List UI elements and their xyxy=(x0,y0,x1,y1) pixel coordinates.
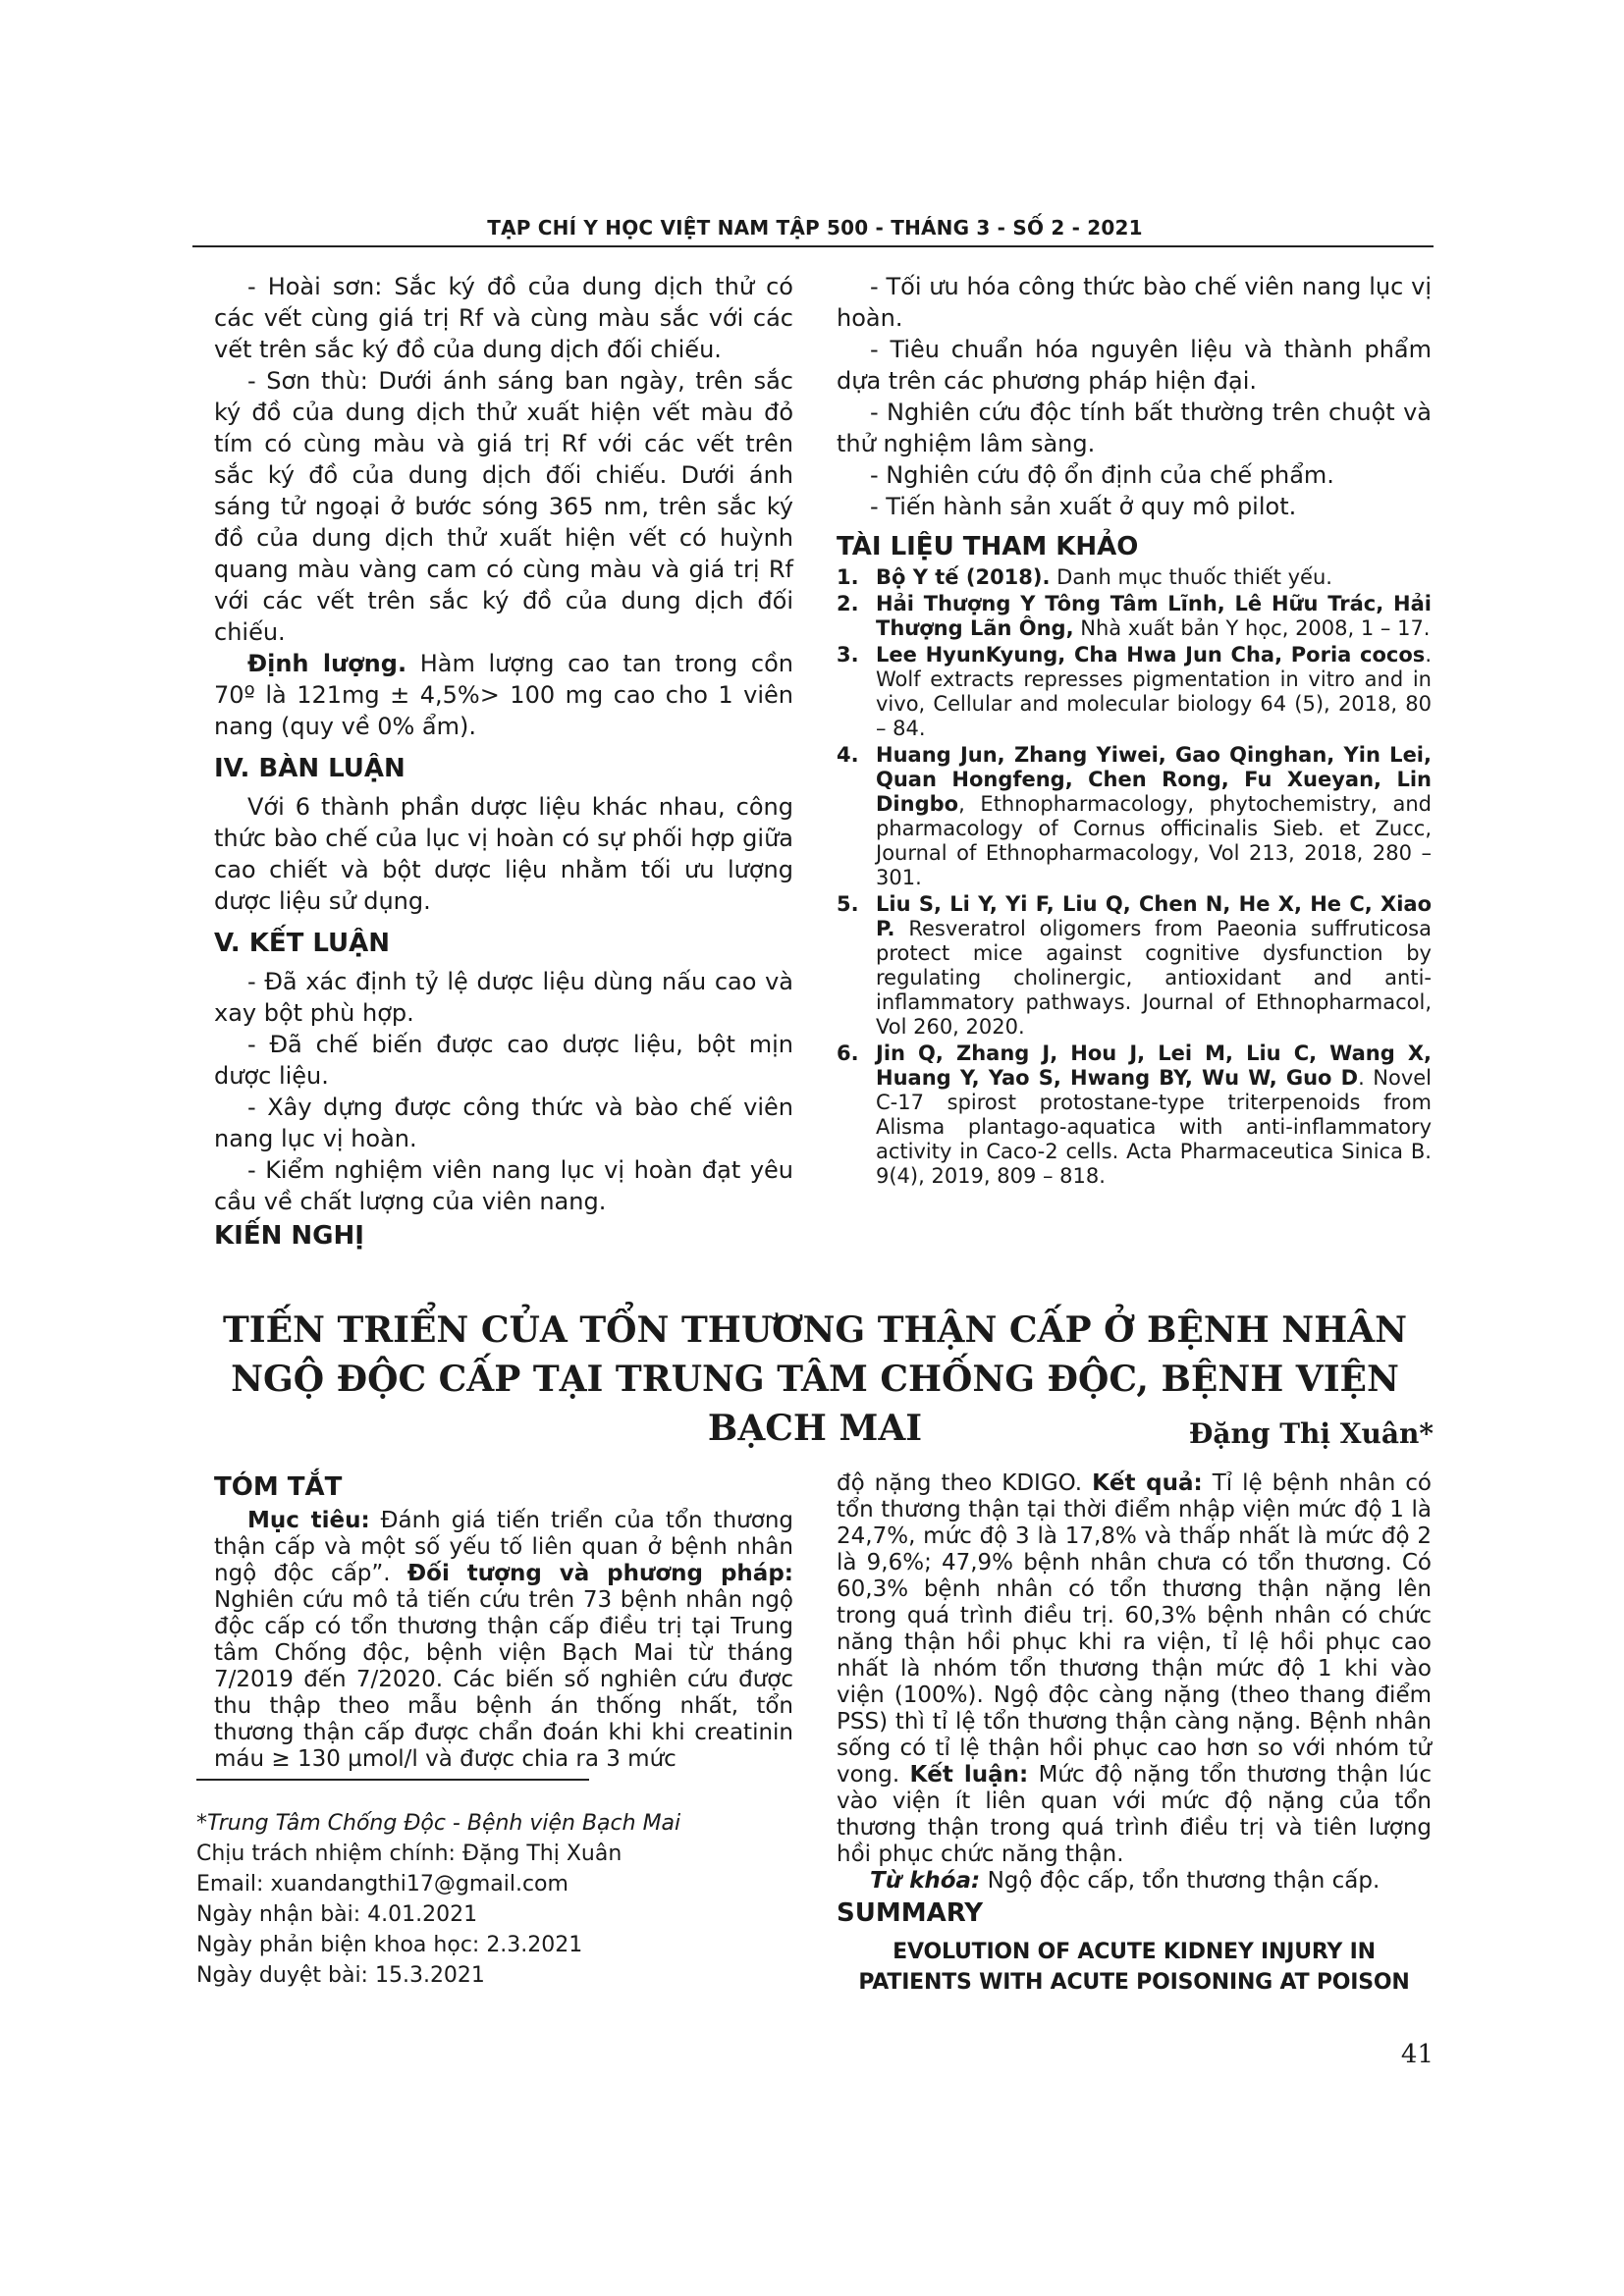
abstract-heading: TÓM TẮT xyxy=(214,1472,343,1502)
recommendation-item: - Tiêu chuẩn hóa nguyên liệu và thành phẩm dựa trên các phương pháp hiện đại. xyxy=(837,336,1432,395)
paragraph-ban-luan: Với 6 thành phần dược liệu khác nhau, công thức bào chế của lục vị hoàn có sự phối hợp giữa cao chiết và bột dược liệu nhằm tối ưu lượng dược liệu sử dụng. xyxy=(214,793,793,915)
english-title xyxy=(837,1937,1432,1998)
article-title-line: NGỘ ĐỘC CẤP TẠI TRUNG TÂM CHỐNG ĐỘC, BỆNH VIỆN BẠCH MAI xyxy=(231,1359,1399,1449)
paragraph-hoai-son: - Hoài sơn: Sắc ký đồ của dung dịch thử có các vết cùng giá trị Rf và cùng màu sắc với các vết trên sắc ký đồ của dung dịch đối chiếu. xyxy=(214,273,793,363)
keywords: Từ khóa: Ngộ độc cấp, tổn thương thận cấp. xyxy=(870,1868,1380,1894)
footnote-reviewed: Ngày phản biện khoa học: 2.3.2021 xyxy=(196,1933,583,1957)
footnote-rule xyxy=(196,1779,589,1781)
page-number: 41 xyxy=(1400,2040,1434,2069)
abstract-left-column xyxy=(214,1470,793,1773)
conclusion-item: - Đã xác định tỷ lệ dược liệu dùng nấu cao và xay bột phù hợp. xyxy=(214,968,793,1027)
header-rule xyxy=(192,245,1434,247)
footnotes xyxy=(196,1808,766,1991)
paragraph-son-thu: - Sơn thù: Dưới ánh sáng ban ngày, trên sắc ký đồ của dung dịch thử xuất hiện vết màu đỏ tím có cùng màu và giá trị Rf với các vết trên sắc ký đồ của dung dịch đối chiếu. Dưới ánh sáng tử ngoại ở bước sóng 365 nm, trên sắc ký đồ của dung dịch thử xuất hiện vết có huỳnh quang màu vàng cam có cùng màu và giá trị Rf với các vết trên sắc ký đồ của dung dịch đối chiếu. xyxy=(214,367,793,646)
article-author: Đặng Thị Xuân* xyxy=(1188,1417,1434,1450)
summary-heading: SUMMARY xyxy=(837,1898,984,1928)
reference-item: 3. Lee HyunKyung, Cha Hwa Jun Cha, Poria cocos. Wolf extracts represses pigmentation in vitro and in vivo, Cellular and molecular biology 64 (5), 2018, 80 – 84. xyxy=(837,643,1432,740)
footnote-affiliation: *Trung Tâm Chống Độc - Bệnh viện Bạch Mai xyxy=(196,1811,681,1836)
section-heading-ket-luan: V. KẾT LUẬN xyxy=(214,929,391,958)
reference-list xyxy=(837,565,1432,1189)
abstract-paragraph-continued: độ nặng theo KDIGO. Kết quả: Tỉ lệ bệnh nhân có tổn thương thận tại thời điểm nhập viện mức độ 1 là 24,7%, mức độ 3 là 17,8% và thấp nhất là mức độ 2 là 9,6%; 47,9% bệnh nhân chưa có tổn thương. Có 60,3% bệnh nhân có tổn thương thận nặng lên trong quá trình điều trị. 60,3% bệnh nhân có chức năng thận hồi phục khi ra viện, tỉ lệ hồi phục cao nhất là nhóm tổn thương thận mức độ 1 khi vào viện (100%). Ngộ độc càng nặng (theo thang điểm PSS) thì tỉ lệ tổn thương thận càng nặng. Bệnh nhân sống có tỉ lệ thận hồi phục cao hơn so với nhóm tử vong. Kết luận: Mức độ nặng tổn thương thận lúc vào viện ít liên quan với mức độ nặng của tổn thương thận trong quá trình điều trị và tiên lượng hồi phục chức năng thận. xyxy=(837,1470,1432,1867)
left-column xyxy=(214,271,793,1258)
abstract-paragraph: Mục tiêu: Đánh giá tiến triển của tổn thương thận cấp và một số yếu tố liên quan ở bệnh nhân ngộ độc cấp”. Đối tượng và phương pháp: Nghiên cứu mô tả tiến cứu trên 73 bệnh nhân ngộ độc cấp có tổn thương thận cấp điều trị tại Trung tâm Chống độc, bệnh viện Bạch Mai từ tháng 7/2019 đến 7/2020. Các biến số nghiên cứu được thu thập theo mẫu bệnh án thống nhất, tổn thương thận cấp được chẩn đoán khi khi creatinin máu ≥ 130 µmol/l và được chia ra 3 mức xyxy=(214,1508,794,1772)
paragraph-dinh-luong xyxy=(214,648,793,742)
dinh-luong-label: Định lượng. xyxy=(247,650,407,677)
reference-item: 2. Hải Thượng Y Tông Tâm Lĩnh, Lê Hữu Trác, Hải Thượng Lãn Ông, Nhà xuất bản Y học, 2008, 1 – 17. xyxy=(837,592,1432,640)
footnote-approved: Ngày duyệt bài: 15.3.2021 xyxy=(196,1963,485,1988)
conclusion-item: - Kiểm nghiệm viên nang lục vị hoàn đạt yêu cầu về chất lượng của viên nang. xyxy=(214,1156,793,1215)
conclusion-item: - Xây dựng được công thức và bào chế viên nang lục vị hoàn. xyxy=(214,1094,793,1152)
footnote-responsible: Chịu trách nhiệm chính: Đặng Thị Xuân xyxy=(196,1842,623,1866)
running-head: TẠP CHÍ Y HỌC VIỆT NAM TẬP 500 - THÁNG 3 - SỐ 2 - 2021 xyxy=(487,216,1143,240)
section-heading-kien-nghi: KIẾN NGHỊ xyxy=(214,1221,364,1251)
recommendation-item: - Nghiên cứu độc tính bất thường trên chuột và thử nghiệm lâm sàng. xyxy=(837,399,1432,457)
recommendation-item: - Nghiên cứu độ ổn định của chế phẩm. xyxy=(870,461,1334,489)
abstract-right-column xyxy=(837,1470,1432,1998)
reference-item: 5. Liu S, Li Y, Yi F, Liu Q, Chen N, He X, He C, Xiao P. Resveratrol oligomers from Paeonia suffruticosa protect mice against cognitive dysfunction by regulating cholinergic, antioxidant and anti-inflammatory pathways. Journal of Ethnopharmacol, Vol 260, 2020. xyxy=(837,892,1432,1039)
dinh-luong-text: Hàm lượng cao tan trong cồn 70º là 121mg ± 4,5%> 100 mg cao cho 1 viên nang (quy về 0% ẩm). xyxy=(214,650,794,740)
references-heading: TÀI LIỆU THAM KHẢO xyxy=(837,532,1139,561)
section-heading-ban-luan: IV. BÀN LUẬN xyxy=(214,754,406,783)
footnote-email: Email: xuandangthi17@gmail.com xyxy=(196,1872,568,1896)
recommendation-item: - Tiến hành sản xuất ở quy mô pilot. xyxy=(870,493,1297,520)
reference-item: 1. Bộ Y tế (2018). Danh mục thuốc thiết yếu. xyxy=(837,565,1332,589)
recommendation-item: - Tối ưu hóa công thức bào chế viên nang lục vị hoàn. xyxy=(837,273,1432,332)
reference-item: 6. Jin Q, Zhang J, Hou J, Lei M, Liu C, Wang X, Huang Y, Yao S, Hwang BY, Wu W, Guo D. Novel C-17 spirost protostane-type triterpenoids from Alisma plantago-aquatica with anti-inflammatory activity in Caco-2 cells. Acta Pharmaceutica Sinica B. 9(4), 2019, 809 – 818. xyxy=(837,1041,1432,1188)
article-title-line: TIẾN TRIỂN CỦA TỔN THƯƠNG THẬN CẤP Ở BỆNH NHÂN xyxy=(222,1309,1408,1351)
english-title-line: PATIENTS WITH ACUTE POISONING AT POISON xyxy=(858,1970,1410,1995)
footnote-received: Ngày nhận bài: 4.01.2021 xyxy=(196,1902,478,1927)
reference-item: 4. Huang Jun, Zhang Yiwei, Gao Qinghan, Yin Lei, Quan Hongfeng, Chen Rong, Fu Xueyan, Lin Dingbo, Ethnopharmacology, phytochemistry, and pharmacology of Cornus officinalis Sieb. et Zucc, Journal of Ethnopharmacology, Vol 213, 2018, 280 – 301. xyxy=(837,743,1432,889)
english-title-line: EVOLUTION OF ACUTE KIDNEY INJURY IN xyxy=(893,1940,1376,1964)
right-column xyxy=(837,271,1432,1191)
conclusion-item: - Đã chế biến được cao dược liệu, bột mịn dược liệu. xyxy=(214,1031,793,1090)
